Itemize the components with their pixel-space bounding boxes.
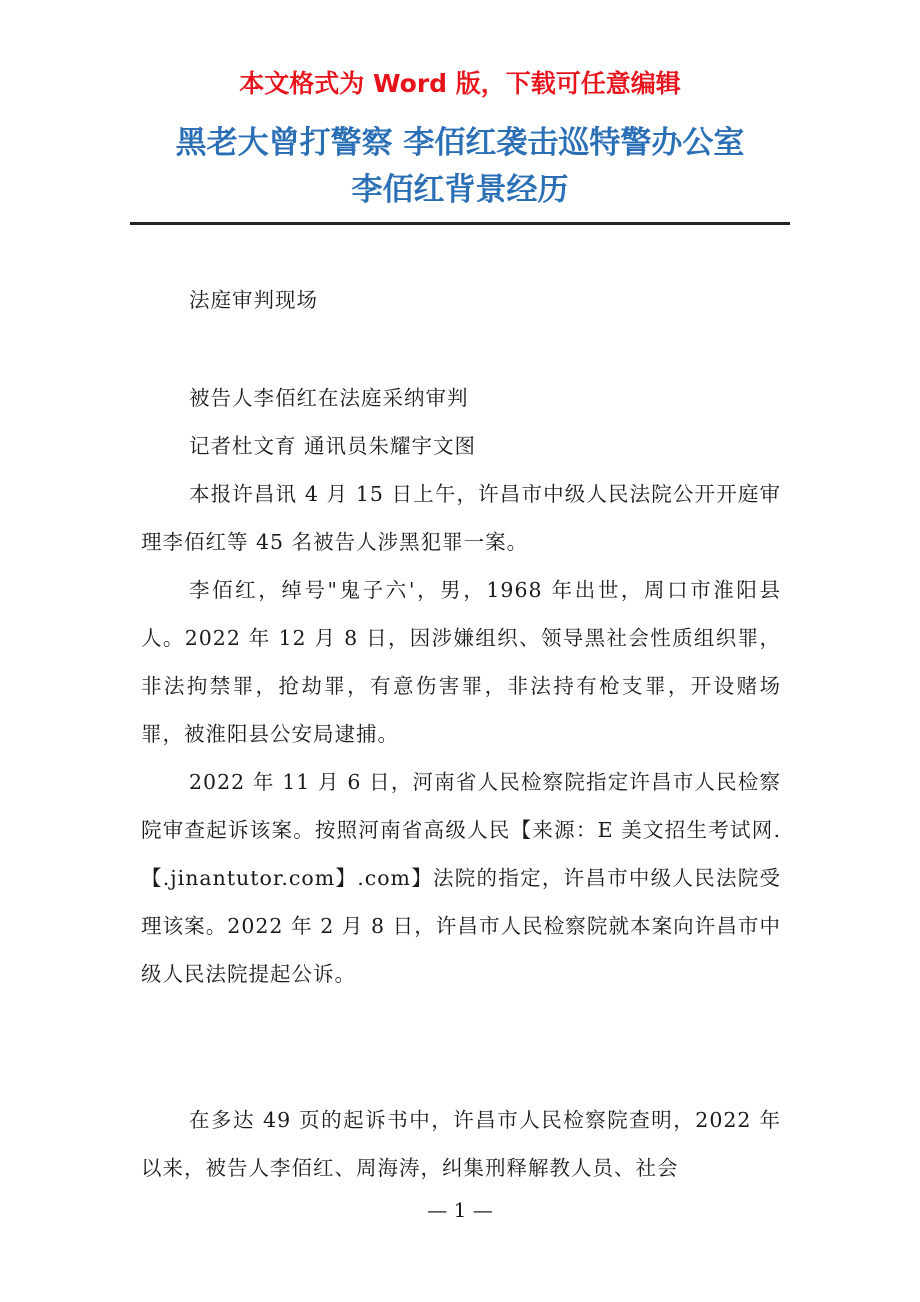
- paragraph-prosecution: 2022 年 11 月 6 日，河南省人民检察院指定许昌市人民检察院审查起诉该案。按照河南省高级人民【来源：E 美文招生考试网.【.jinantutor.com】.com】法院的指定，许昌市中级人民法院受理该案。2022 年 2 月 8 日，许昌市人民检察院就本案向许昌市中级人民法院提起公诉。: [141, 770, 781, 986]
- paragraph-photo-caption: 法庭审判现场: [189, 288, 318, 312]
- page-number: — 1 —: [427, 1198, 493, 1222]
- paragraph-lead: 本报许昌讯 4 月 15 日上午，许昌市中级人民法院公开开庭审理李佰红等 45 名被告人涉黑犯罪一案。: [141, 482, 781, 554]
- title-divider: [130, 222, 790, 225]
- paragraph-photo-caption-2: 被告人李佰红在法庭采纳审判: [189, 386, 469, 410]
- paragraph-indictment: 在多达 49 页的起诉书中，许昌市人民检察院查明，2022 年以来，被告人李佰红、周海涛，纠集刑释解教人员、社会: [141, 1108, 781, 1180]
- paragraph-defendant-profile: 李佰红，绰号"鬼子六'，男，1968 年出世，周口市淮阳县人。2022 年 12 月 8 日，因涉嫌组织、领导黑社会性质组织罪，非法拘禁罪，抢劫罪，有意伤害罪，非法持有枪支罪，开设赌场罪，被淮阳县公安局逮捕。: [141, 578, 781, 746]
- title-line-1: 黑老大曾打警察 李佰红袭击巡特警办公室: [175, 125, 745, 161]
- download-notice: 本文格式为 Word 版，下载可任意编辑: [239, 69, 681, 98]
- title-line-2: 李佰红背景经历: [351, 172, 569, 208]
- page-title: [0, 120, 920, 214]
- paragraph-byline: 记者杜文育 通讯员朱耀宇文图: [189, 434, 477, 458]
